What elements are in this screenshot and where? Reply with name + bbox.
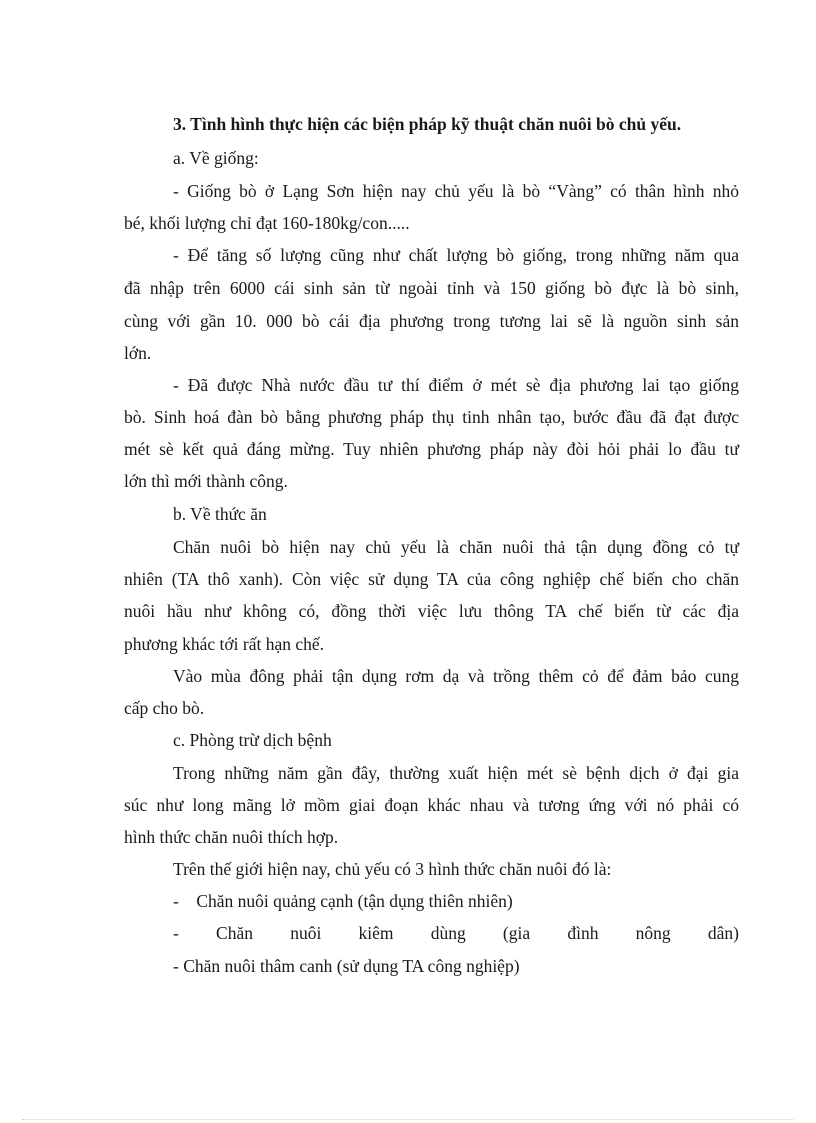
paragraph-line: cấp cho bò. — [124, 698, 205, 718]
paragraph-line: Trong những năm gần đây, thường xuất hiện mét sè bệnh dịch ở đại gia — [173, 763, 739, 783]
subsection-title-giong: a. Về giống: — [173, 148, 259, 168]
section-heading: 3. Tình hình thực hiện các biện pháp kỹ thuật chăn nuôi bò chủ yếu. — [173, 114, 682, 134]
paragraph-line: Trên thế giới hiện nay, chủ yếu có 3 hình thức chăn nuôi đó là: — [173, 859, 612, 879]
list-item: - Chăn nuôi thâm canh (sử dụng TA công nghiệp) — [173, 956, 520, 976]
paragraph-line: Vào mùa đông phải tận dụng rơm dạ và trồng thêm cỏ để đảm bảo cung — [173, 666, 739, 686]
paragraph-line: Chăn nuôi bò hiện nay chủ yếu là chăn nuôi thả tận dụng đồng cỏ tự — [173, 537, 739, 557]
paragraph-line: phương khác tới rất hạn chế. — [124, 634, 325, 654]
paragraph-line: nuôi hầu như không có, đồng thời việc lưu thông TA chế biến từ các địa — [124, 601, 739, 621]
paragraph-line: - Đã được Nhà nước đầu tư thí điểm ở mét sè địa phương lai tạo giống — [173, 375, 739, 395]
list-item: - Chăn nuôi kiêm dùng (gia đình nông dân) — [173, 923, 739, 943]
paragraph-line: lớn. — [124, 343, 152, 363]
paragraph-line: lớn thì mới thành công. — [124, 471, 288, 491]
paragraph-line: bò. Sinh hoá đàn bò bằng phương pháp thụ tinh nhân tạo, bước đầu đã đạt được — [124, 407, 739, 427]
list-item: - Chăn nuôi quảng cạnh (tận dụng thiên nhiên) — [173, 891, 513, 911]
paragraph-line: - Giống bò ở Lạng Sơn hiện nay chủ yếu là bò “Vàng” có thân hình nhỏ — [173, 181, 739, 201]
subsection-title-dich-benh: c. Phòng trừ dịch bệnh — [173, 730, 332, 750]
paragraph-line: - Để tăng số lượng cũng như chất lượng bò giống, trong những năm qua — [173, 245, 739, 265]
paragraph-line: cùng với gần 10. 000 bò cái địa phương trong tương lai sẽ là nguồn sinh sản — [124, 311, 739, 331]
paragraph-line: nhiên (TA thô xanh). Còn việc sử dụng TA của công nghiệp chế biến cho chăn — [124, 569, 739, 589]
paragraph-line: mét sè kết quả đáng mừng. Tuy nhiên phương pháp này đòi hỏi phải lo đầu tư — [124, 439, 739, 459]
subsection-title-thuc-an: b. Về thức ăn — [173, 504, 267, 524]
paragraph-line: hình thức chăn nuôi thích hợp. — [124, 827, 339, 847]
paragraph-line: đã nhập trên 6000 cái sinh sản từ ngoài tỉnh và 150 giống bò đực là bò sinh, — [124, 278, 739, 298]
paragraph-line: bé, khối lượng chỉ đạt 160-180kg/con..... — [124, 213, 410, 233]
page-bottom-divider — [22, 1119, 794, 1120]
paragraph-line: súc như long mãng lở mồm giai đoạn khác nhau và tương ứng với nó phải có — [124, 795, 739, 815]
